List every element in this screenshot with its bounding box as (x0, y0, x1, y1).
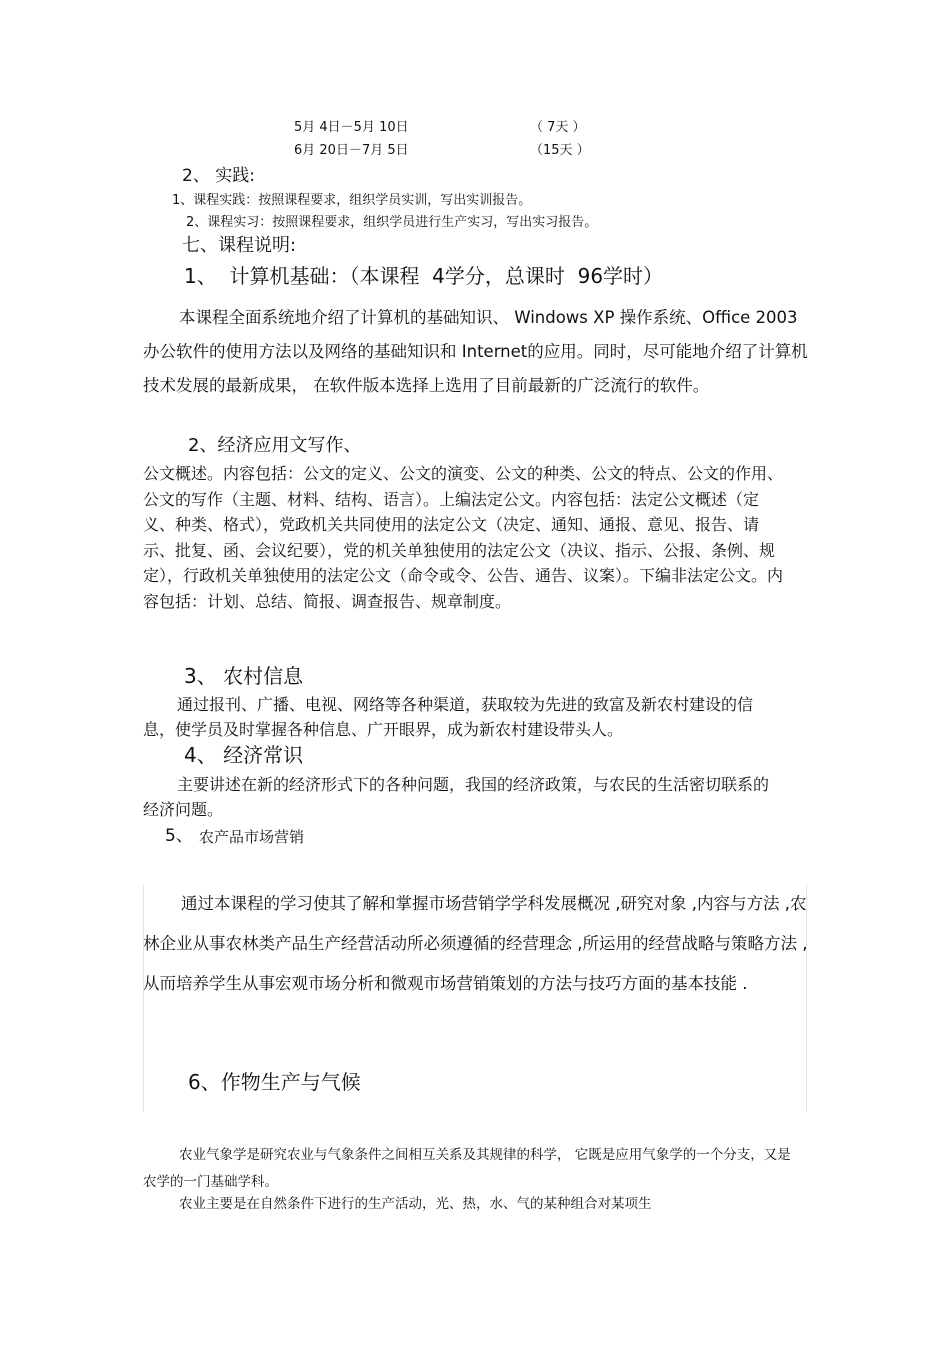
course-3-description: 通过报刊、广播、电视、网络等各种渠道，获取较为先进的致富及新农村建设的信息，使学员及时掌握各种信息、广开眼界，成为新农村建设带头人。 (143, 695, 754, 739)
practice-heading: 2、 实践: (182, 166, 255, 186)
section-heading: 七、课程说明: (182, 235, 297, 256)
course-6-heading: 6、作物生产与气候 (188, 1070, 361, 1094)
course-4-description: 主要讲述在新的经济形式下的各种问题，我国的经济政策，与农民的生活密切联系的经济问题。 (143, 775, 770, 819)
schedule-days: （ 7天 ） (530, 120, 586, 135)
course-5-description: 通过本课程的学习使其了解和掌握市场营销学学科发展概况 ,研究对象 ,内容与方法 ,农林企业从事农林类产品生产经营活动所必须遵循的经营理念 ,所运用的经营战略与策略方法 ,从而培养学生从事宏观市场分析和微观市场营销策划的方法与技巧方面的基本技能 . (143, 894, 808, 993)
course-5-number: 5、 (165, 826, 193, 846)
course-6-description: 农业气象学是研究农业与气象条件之间相互关系及其规律的科学， 它既是应用气象学的一个分支，又是农学的一门基础学科。 (143, 1147, 791, 1190)
course-3-heading: 3、 农村信息 (184, 664, 304, 688)
course-2-description: 公文概述。内容包括：公文的定义、公文的演变、公文的种类、公文的特点、公文的作用、公文的写作（主题、材料、结构、语言）。上编法定公文。内容包括：法定公文概述（定义、种类、格式），党政机关共同使用的法定公文（决定、通知、通报、意见、报告、请示、批复、函、会议纪要），党的机关单独使用的法定公文（决议、指示、公报、条例、规定），行政机关单独使用的法定公文（命令或令、公告、通告、议案）。下编非法定公文。内容包括：计划、总结、简报、调查报告、规章制度。 (143, 464, 784, 611)
practice-item-1: 1、课程实践：按照课程要求，组织学员实训，写出实训报告。 (172, 193, 532, 208)
practice-item-2: 2、课程实习：按照课程要求，组织学员进行生产实习，写出实习报告。 (186, 215, 598, 230)
course-1-heading: 1、 计算机基础：（本课程 4学分，总课时 96学时） (184, 264, 664, 288)
schedule-dates: 6月 20日－7月 5日 (294, 143, 409, 158)
course-1-description: 本课程全面系统地介绍了计算机的基础知识、 Windows XP 操作系统、Office 2003办公软件的使用方法以及网络的基础知识和 Internet的应用。同时，尽可能地介绍了计算机技术发展的最新成果， 在软件版本选择上选用了目前最新的广泛流行的软件。 (143, 308, 808, 395)
course-2-heading: 2、经济应用文写作、 (188, 435, 362, 456)
schedule-dates: 5月 4日－5月 10日 (294, 120, 409, 135)
schedule-days: （15天 ） (530, 143, 590, 158)
course-6-description-continued: 农业主要是在自然条件下进行的生产活动，光、热，水、气的某种组合对某项生 (179, 1196, 652, 1212)
course-5-title: 农产品市场营销 (199, 828, 305, 846)
course-4-heading: 4、 经济常识 (184, 743, 304, 767)
